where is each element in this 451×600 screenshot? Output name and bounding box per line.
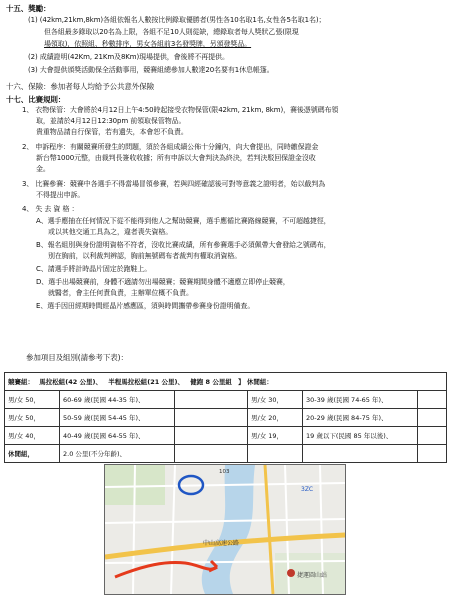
table-cell: 30-39 歲(民國 74-65 年)、 xyxy=(303,391,418,409)
header-8k: 健跑 8 公里組 xyxy=(190,377,232,386)
table-cell: 20-29 歲(民國 84-75 年)、 xyxy=(303,409,418,427)
table-row xyxy=(5,427,447,445)
table-cell: 50-59 歲(民國 54-45 年)、 xyxy=(60,409,175,427)
ruleA-line2: 或以其他交通工具為之，違者喪失資格。 xyxy=(48,228,173,236)
map-label-station: 捷運圓山站 xyxy=(297,572,328,579)
ruleC: C、請選手將計時晶片固定於跑鞋上。 xyxy=(36,265,152,273)
route-map-graphic xyxy=(105,465,345,594)
prize-item1-line3: 場領取)，依照組、秒數排序，男女各組前3名發獎牌，另頒發獎品。 xyxy=(44,40,252,48)
ruleB-line2: 別在胸前，以利裁判辨認，胸前無號碼布者裁判有權取消資格。 xyxy=(48,252,242,260)
map-label-mark: 3ZC xyxy=(301,486,314,493)
table-row xyxy=(5,445,447,463)
header-marathon: 馬拉松組(42 公里)、 xyxy=(39,377,103,386)
insurance-line: 十六、保險：參加者每人均給予公共意外保險 xyxy=(6,82,154,91)
route-map xyxy=(104,464,346,595)
table-row xyxy=(5,409,447,427)
header-leisure: 】 休閒組： xyxy=(238,377,273,386)
table-cell xyxy=(175,445,248,463)
rules-heading: 十七、比賽規則： xyxy=(6,95,66,104)
table-cell xyxy=(303,445,418,463)
table-cell xyxy=(248,445,303,463)
table-cell: 男/女 40， xyxy=(5,427,60,445)
map-label-road: 103 xyxy=(219,469,230,475)
table-cell: 男/女 50， xyxy=(5,391,60,409)
prize-heading: 十五、獎勵： xyxy=(6,4,51,13)
ruleA-line1: A、選手應抽在任何情況下從不能得到他人之幫助競賽，選手應循比賽路線競賽，不可超越捷徑， xyxy=(36,217,331,225)
table-cell: 休閒組， xyxy=(5,445,60,463)
prize-item1-line1: (1) (42km,21km,8km)各組依報名人數按比例錄取優勝者(男性各10名取1名,女性各5名取1名)； xyxy=(28,16,326,24)
rule2-line3: 金。 xyxy=(36,165,50,173)
ruleD-line2: 就醫者，會主任何責負責，主辦單位概不負責。 xyxy=(48,289,193,297)
header-half: 半程馬拉松組(21 公里)、 xyxy=(108,377,185,386)
ruleE: E、選手因田經期時間經晶片感應區，須與時間攜帶參賽身份證明備查。 xyxy=(36,302,255,310)
table-cell xyxy=(175,427,248,445)
table-cell xyxy=(418,445,447,463)
table-cell: 60-69 歲(民國 44-35 年)、 xyxy=(60,391,175,409)
rule1-line1: 1、 衣物保管：大會將於4月12日上午4:50時起接受衣物保管(限42km, 21km, 8km)，賽後憑號碼布領 xyxy=(22,106,339,114)
header-competition: 競賽組： xyxy=(8,377,34,386)
table-cell: 2.0 公里(不分年齡)、 xyxy=(60,445,175,463)
table-cell: 男/女 20， xyxy=(248,409,303,427)
table-cell xyxy=(175,391,248,409)
station-marker xyxy=(287,569,295,577)
rule4-heading: 4、 失 去 資 格 ： xyxy=(22,205,79,213)
table-cell xyxy=(418,391,447,409)
table-cell: 19 歲以下(民國 85 年以後)、 xyxy=(303,427,418,445)
table-cell xyxy=(418,427,447,445)
table-header-cell xyxy=(5,373,447,391)
prize-item3: (3) 大會提供頒獎活動保全活動事用，競賽組總參加人數達20名要有1休息帳篷。 xyxy=(28,66,274,74)
table-row xyxy=(5,391,447,409)
rule2-line2: 新台幣1000元整，由裁判長簽收收據；所有申訴以大會判決為終決，若判決駁回保證金沒收 xyxy=(36,154,316,162)
rule3-line1: 3、 比賽參賽：競賽中各選手不得當場冒領參賽，若與四經確認後可對等意義之證明者，始以截判為 xyxy=(22,180,326,188)
entry-table xyxy=(4,372,447,463)
rule2-line1: 2、 申訴程序：有關競賽所發生的問題，須於各組成績公佈十分鐘內，向大會提出，同時繳保證金 xyxy=(22,143,319,151)
table-caption: 參加項目及組別(請參考下表)： xyxy=(26,353,128,362)
table-cell xyxy=(418,409,447,427)
rule1-line3: 貴重物品請自行保管，若有遺失，本會恕不負責。 xyxy=(36,128,188,136)
ruleB-line1: B、報名組別與身份證明資格不符者，沒收比賽成績，所有參賽選手必須佩帶大會發給之號碼布， xyxy=(36,241,331,249)
table-header-row xyxy=(5,373,447,391)
map-label-bridge: 中山高速公路 xyxy=(203,540,240,547)
table-cell: 40-49 歲(民國 64-55 年)、 xyxy=(60,427,175,445)
prize-item2: (2) 成績證明(42Km, 21Km及8Km)現場提供，會後將不再提供。 xyxy=(28,53,229,61)
rule3-line2: 不得提出申訴。 xyxy=(36,191,85,199)
table-cell: 男/女 19， xyxy=(248,427,303,445)
table-cell xyxy=(175,409,248,427)
table-cell: 男/女 50， xyxy=(5,409,60,427)
rule1-line2: 取，並請於4月12日12:30pm 前領取保管物品。 xyxy=(36,117,186,125)
table-cell: 男/女 30， xyxy=(248,391,303,409)
prize-item1-line2: 但各組最多錄取以20名為上限，各組不足10人則從缺，總錄取者每人獎狀乙張(限現 xyxy=(44,28,299,36)
ruleD-line1: D、選手出場競賽前，身體不適請勿出場競賽；競賽期間身體不適應立即停止競賽， xyxy=(36,278,290,286)
